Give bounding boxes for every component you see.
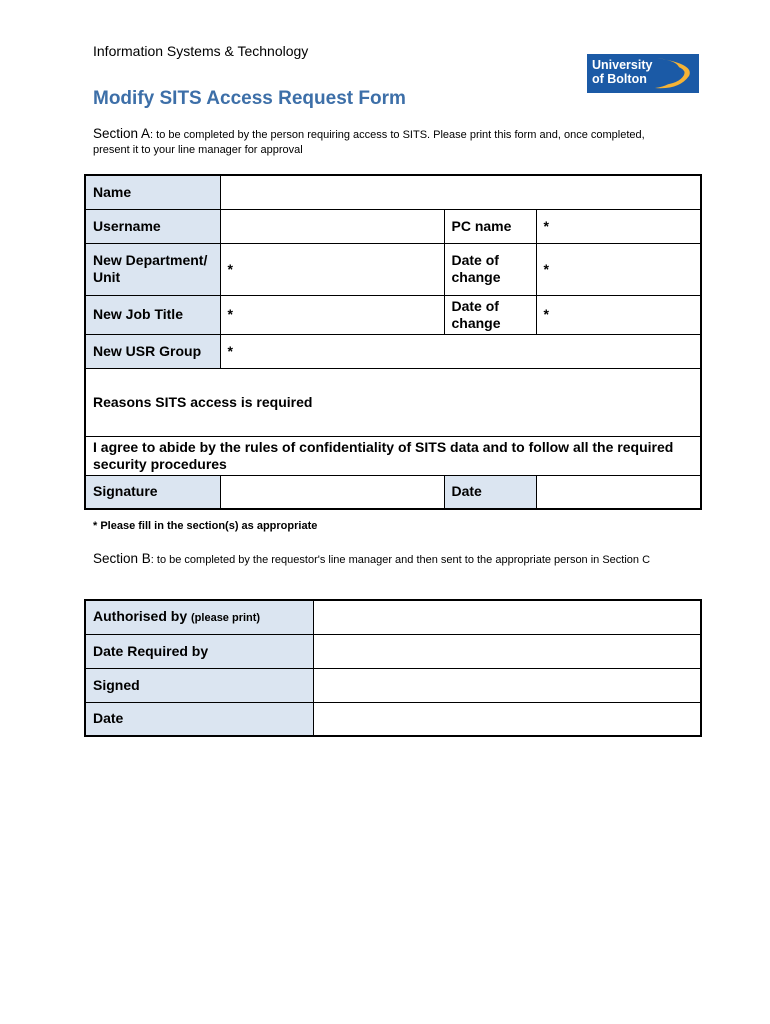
name-field[interactable] (220, 175, 701, 209)
required-mark: * (227, 306, 233, 322)
required-mark: * (227, 260, 233, 277)
date-b-label: Date (85, 702, 313, 736)
required-mark: * (543, 306, 549, 322)
section-b-table (84, 599, 702, 737)
agreement-statement: I agree to abide by the rules of confidentiality of SITS data and to follow all the required security procedures (85, 436, 701, 475)
date-required-label: Date Required by (85, 634, 313, 668)
date-b-field[interactable] (313, 702, 701, 736)
date-label: Date (444, 475, 536, 509)
please-print-hint: (please print) (191, 611, 261, 624)
new-job-title-label: New Job Title (85, 295, 220, 334)
logo-line-1: University (592, 58, 653, 72)
signed-label: Signed (85, 668, 313, 702)
authorised-by-label (85, 600, 313, 634)
section-a-text: : to be completed by the person requiring access to SITS. Please print this form and, once completed, present it to your line manager for approval (93, 129, 645, 156)
date-of-change-field-2[interactable] (536, 295, 701, 334)
username-field[interactable] (220, 209, 444, 243)
section-b-label: Section B (93, 551, 151, 566)
authorised-by-text: Authorised by (93, 607, 188, 624)
required-mark: * (227, 342, 233, 359)
new-department-label: New Department/Unit (85, 243, 220, 295)
new-department-field[interactable] (220, 243, 444, 295)
pc-name-label: PC name (444, 209, 536, 243)
section-a-table (84, 174, 702, 510)
username-label: Username (85, 209, 220, 243)
page-title: Modify SITS Access Request Form (93, 88, 406, 109)
fill-in-note: * Please fill in the section(s) as appropriate (93, 520, 318, 532)
date-of-change-label-2: Date of change (444, 295, 536, 334)
signed-field[interactable] (313, 668, 701, 702)
new-usr-group-label: New USR Group (85, 334, 220, 368)
signature-label: Signature (85, 475, 220, 509)
required-mark: * (543, 260, 549, 277)
department-header: Information Systems & Technology (93, 43, 309, 59)
required-mark: * (543, 217, 549, 234)
new-job-title-field[interactable] (220, 295, 444, 334)
logo-line-2: of Bolton (592, 72, 647, 86)
section-a-label: Section A (93, 126, 151, 141)
date-field[interactable] (536, 475, 701, 509)
university-logo (587, 54, 699, 93)
section-a-intro (93, 126, 673, 158)
date-of-change-label: Date of change (444, 243, 536, 295)
section-b-text: : to be completed by the requestor's line manager and then sent to the appropriate person in Section C (150, 554, 651, 566)
date-required-field[interactable] (313, 634, 701, 668)
pc-name-field[interactable] (536, 209, 701, 243)
new-usr-group-field[interactable] (220, 334, 701, 368)
reasons-field[interactable]: Reasons SITS access is required (85, 368, 701, 436)
signature-field[interactable] (220, 475, 444, 509)
name-label: Name (85, 175, 220, 209)
date-of-change-field[interactable] (536, 243, 701, 295)
section-b-intro (93, 551, 673, 568)
authorised-by-field[interactable] (313, 600, 701, 634)
